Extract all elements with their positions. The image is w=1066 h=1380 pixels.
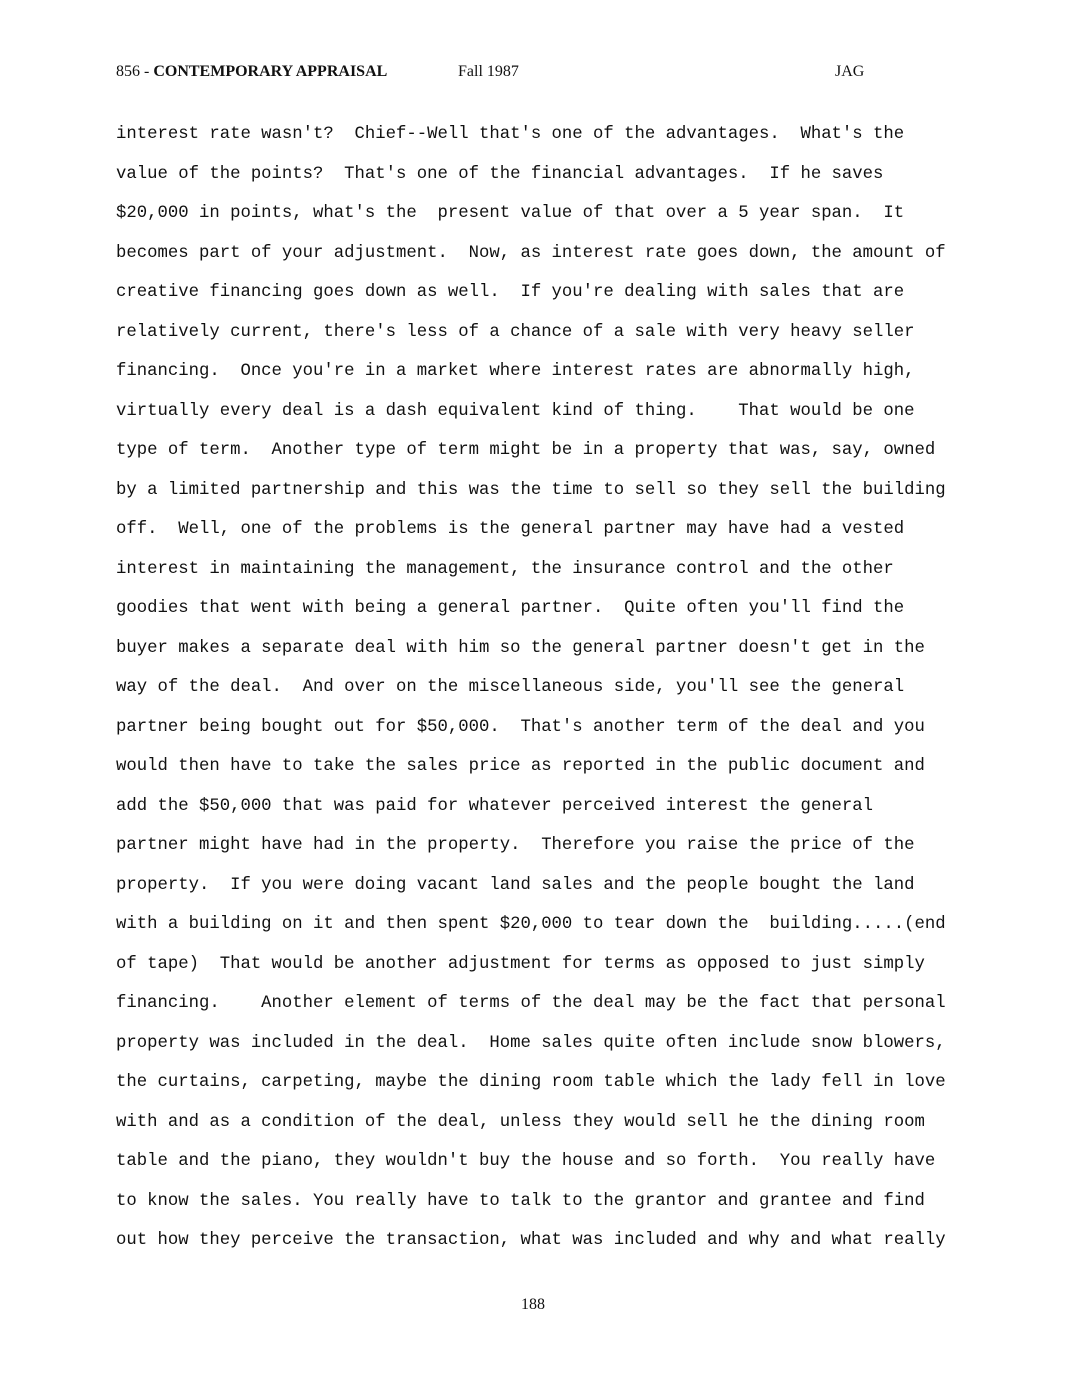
body-line: way of the deal. And over on the miscellaneous side, you'll see the general [116, 678, 905, 697]
course-heading [116, 63, 387, 81]
page-number: 188 [521, 1296, 545, 1313]
body-line: would then have to take the sales price as reported in the public document and [116, 757, 925, 776]
body-line: goodies that went with being a general partner. Quite often you'll find the [116, 599, 905, 618]
body-line: interest rate wasn't? Chief--Well that's one of the advantages. What's the [116, 125, 905, 144]
body-line: virtually every deal is a dash equivalent kind of thing. That would be one [116, 401, 915, 421]
body-line: off. Well, one of the problems is the general partner may have had a vested [116, 520, 905, 539]
course-number: 856 - [116, 63, 154, 80]
body-line: out how they perceive the transaction, what was included and why and what really [116, 1231, 946, 1250]
body-line: by a limited partnership and this was the time to sell so they sell the building [116, 480, 946, 500]
page-header [116, 63, 876, 85]
body-line: buyer makes a separate deal with him so the general partner doesn't get in the [116, 638, 925, 658]
body-line: type of term. Another type of term might be in a property that was, say, owned [116, 441, 936, 460]
body-line: with a building on it and then spent $20,000 to tear down the building.....(end [116, 915, 946, 934]
body-line: value of the points? That's one of the financial advantages. If he saves [116, 164, 884, 184]
body-line: property was included in the deal. Home sales quite often include snow blowers, [116, 1033, 946, 1053]
body-line: property. If you were doing vacant land sales and the people bought the land [116, 875, 915, 895]
body-line: partner being bought out for $50,000. That's another term of the deal and you [116, 717, 925, 737]
body-line: financing. Another element of terms of the deal may be the fact that personal [116, 994, 946, 1013]
body-line: $20,000 in points, what's the present value of that over a 5 year span. It [116, 204, 905, 223]
body-line: to know the sales. You really have to talk to the grantor and grantee and find [116, 1191, 925, 1211]
author-initials: JAG [835, 63, 865, 80]
body-line: the curtains, carpeting, maybe the dining room table which the lady fell in love [116, 1073, 946, 1092]
transcript-body [116, 123, 1016, 1269]
body-line: creative financing goes down as well. If you're dealing with sales that are [116, 283, 905, 302]
body-line: partner might have had in the property. Therefore you raise the price of the [116, 836, 915, 855]
body-line: of tape) That would be another adjustment for terms as opposed to just simply [116, 954, 925, 974]
body-line: relatively current, there's less of a chance of a sale with very heavy seller [116, 322, 915, 342]
body-line: becomes part of your adjustment. Now, as interest rate goes down, the amount of [116, 243, 946, 263]
term-label: Fall 1987 [458, 63, 519, 80]
body-line: with and as a condition of the deal, unless they would sell he the dining room [116, 1112, 925, 1132]
body-line: interest in maintaining the management, the insurance control and the other [116, 559, 894, 579]
course-title: CONTEMPORARY APPRAISAL [153, 63, 388, 80]
body-line: table and the piano, they wouldn't buy the house and so forth. You really have [116, 1152, 936, 1171]
body-line: add the $50,000 that was paid for whatever perceived interest the general [116, 796, 874, 816]
body-line: financing. Once you're in a market where interest rates are abnormally high, [116, 362, 915, 381]
